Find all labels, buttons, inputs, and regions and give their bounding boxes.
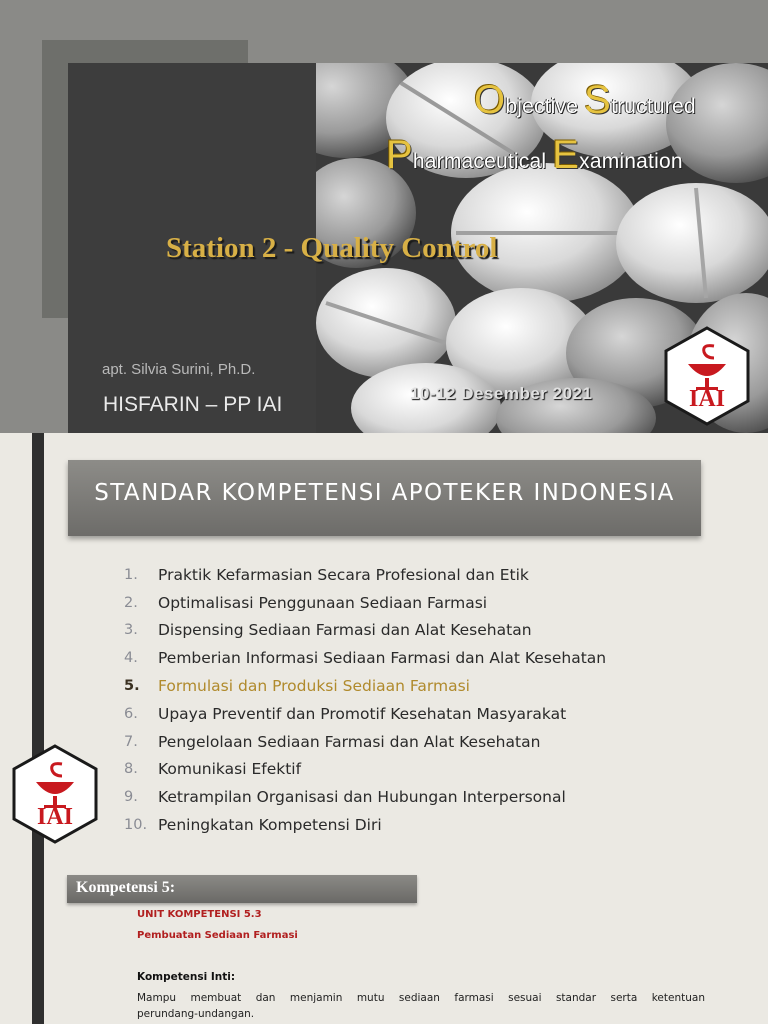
competency-list [124,561,744,839]
item-number: 4. [124,650,138,667]
item-text: Praktik Kefarmasian Secara Profesional dan Etik [158,565,529,584]
item-number: 6. [124,705,138,722]
item-text: Upaya Preventif dan Promotif Kesehatan Masyarakat [158,704,567,723]
list-item [124,811,744,839]
iai-logo [664,326,750,426]
author-name: apt. Silvia Surini, Ph.D. [102,361,256,378]
title-word-examination: xamination [579,150,683,173]
item-number: 1. [124,566,138,583]
item-number: 5. [124,678,140,695]
list-item [124,728,744,756]
iai-logo [12,744,98,844]
item-number: 2. [124,594,138,611]
header-banner [68,460,701,536]
item-number: 8. [124,761,138,778]
item-text: Pengelolaan Sediaan Farmasi dan Alat Kesehatan [158,732,541,751]
event-date: 10-12 Desember 2021 [410,384,593,403]
item-number: 3. [124,622,138,639]
title-pharmaceutical-examination [386,133,683,178]
logo-text: IAI [688,386,725,412]
list-item [124,589,744,617]
list-item [124,783,744,811]
item-number: 9. [124,789,138,806]
item-number: 7. [124,733,138,750]
list-item [124,561,744,589]
list-item-highlighted [124,672,744,700]
kompetensi-label: Kompetensi 5: [76,879,176,896]
item-text: Ketrampilan Organisasi dan Hubungan Interpersonal [158,788,566,807]
title-cap-o: O [474,78,506,122]
title-cap-p: P [386,133,413,177]
logo-text: IAI [36,804,73,830]
title-objective-structured [474,78,696,123]
title-slide [0,0,768,433]
item-text: Peningkatan Kompetensi Diri [158,816,382,835]
item-text: Komunikasi Efektif [158,760,302,779]
unit-subtitle: Pembuatan Sediaan Farmasi [137,930,298,941]
list-item [124,617,744,645]
title-cap-e: E [552,133,580,177]
core-competency-text: Mampu membuat dan menjamin mutu sediaan farmasi sesuai standar serta ketentuan [137,992,705,1004]
kompetensi-banner [67,875,417,903]
organization-name: HISFARIN – PP IAI [103,393,283,416]
left-accent-bar [32,433,44,1024]
item-number: 10. [124,817,148,834]
station-title: Station 2 - Quality Control [166,232,498,264]
header-title: STANDAR KOMPETENSI APOTEKER INDONESIA [94,480,675,506]
item-text: Pemberian Informasi Sediaan Farmasi dan Alat Kesehatan [158,649,607,668]
unit-title: UNIT KOMPETENSI 5.3 [137,909,262,920]
core-competency-text-continued: perundang-undangan. [137,1008,255,1020]
core-competency-title: Kompetensi Inti: [137,971,236,983]
title-word-objective: bjective [505,95,585,118]
title-word-pharmaceutical: harmaceutical [412,150,553,173]
list-item [124,756,744,784]
competency-slide [0,433,768,1024]
item-text: Formulasi dan Produksi Sediaan Farmasi [158,677,470,696]
title-word-structured: tructured [611,95,696,118]
title-cap-s: S [584,78,612,122]
list-item [124,644,744,672]
item-text: Dispensing Sediaan Farmasi dan Alat Kesehatan [158,621,532,640]
item-text: Optimalisasi Penggunaan Sediaan Farmasi [158,593,488,612]
list-item [124,700,744,728]
